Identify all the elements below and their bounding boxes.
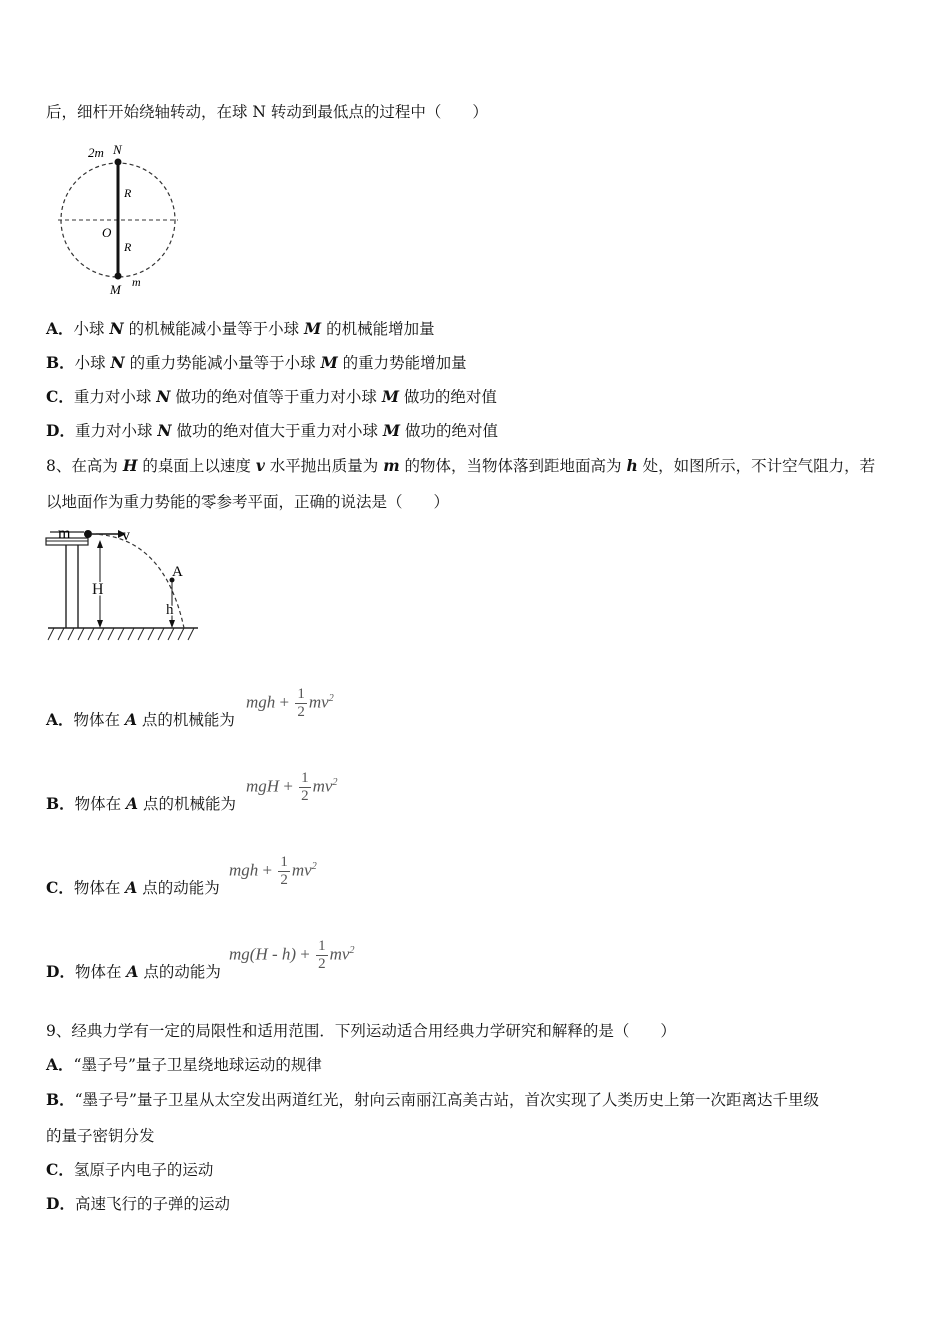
q8-stem-line1: 8、在高为 H 的桌面上以速度 v 水平抛出质量为 m 的物体，当物体落到距地面高为 h 处，如图所示，不计空气阻力，若: [46, 456, 876, 475]
q7-figure: [50, 140, 200, 300]
q8-formula-c: mgh + $\frac{1}{2}$ $mv^2$: [229, 854, 317, 888]
q7-option-c: C．重力对小球 N 做功的绝对值等于重力对小球 M 做功的绝对值: [46, 387, 497, 406]
q8-formula-d: mg(H - h) + $\frac{1}{2}$ $mv^2$: [229, 938, 355, 972]
label-A: A: [172, 564, 183, 580]
label-R-top: R: [124, 186, 132, 200]
q7-option-b: B．小球 N 的重力势能减小量等于小球 M 的重力势能增加量: [46, 353, 467, 372]
label-N: N: [113, 142, 122, 157]
label-2m: 2m: [88, 145, 104, 160]
q9-option-b: B．“墨子号”量子卫星从太空发出两道红光，射向云南丽江高美古站，首次实现了人类历史上第一次距离达千里级: [46, 1090, 819, 1109]
q8-formula-b: mgH + $\frac{1}{2}$ $mv^2$: [246, 770, 338, 804]
ball: [84, 530, 92, 538]
q7-option-a: A．小球 N 的机械能减小量等于小球 M 的机械能增加量: [46, 319, 435, 338]
label-v: v: [122, 527, 130, 544]
label-R-bottom: R: [124, 240, 132, 254]
q7-stem: 后，细杆开始绕轴转动，在球 N 转动到最低点的过程中（ ）: [46, 103, 488, 121]
q8-option-d: D．物体在 A 点的动能为: [46, 962, 221, 981]
q8-option-a: A．物体在 A 点的机械能为: [46, 710, 235, 729]
q8-option-c: C．物体在 A 点的动能为: [46, 878, 220, 897]
q9-option-b-cont: 的量子密钥分发: [46, 1127, 155, 1145]
q9-option-d: D．高速飞行的子弹的运动: [46, 1194, 230, 1213]
q9-stem: 9、经典力学有一定的局限性和适用范围．下列运动适合用经典力学研究和解释的是（ ）: [46, 1022, 676, 1040]
q8-stem-line2: 以地面作为重力势能的零参考平面，正确的说法是（ ）: [46, 493, 450, 511]
label-M: M: [110, 282, 121, 297]
q8-figure: [44, 524, 204, 646]
ball-M: [115, 273, 122, 280]
ball-N: [115, 159, 122, 166]
q9-option-c: C．氢原子内电子的运动: [46, 1160, 214, 1179]
label-O: O: [102, 225, 112, 240]
q7-option-d: D．重力对小球 N 做功的绝对值大于重力对小球 M 做功的绝对值: [46, 421, 499, 440]
label-m: m: [58, 525, 71, 542]
q9-option-a: A．“墨子号”量子卫星绕地球运动的规律: [46, 1055, 322, 1074]
label-H: H: [92, 581, 104, 598]
q8-formula-a: mgh + $\frac{1}{2}$ $mv^2$: [246, 686, 334, 720]
q8-option-b: B．物体在 A 点的机械能为: [46, 794, 237, 813]
label-h: h: [166, 602, 174, 618]
label-m: m: [132, 275, 141, 289]
